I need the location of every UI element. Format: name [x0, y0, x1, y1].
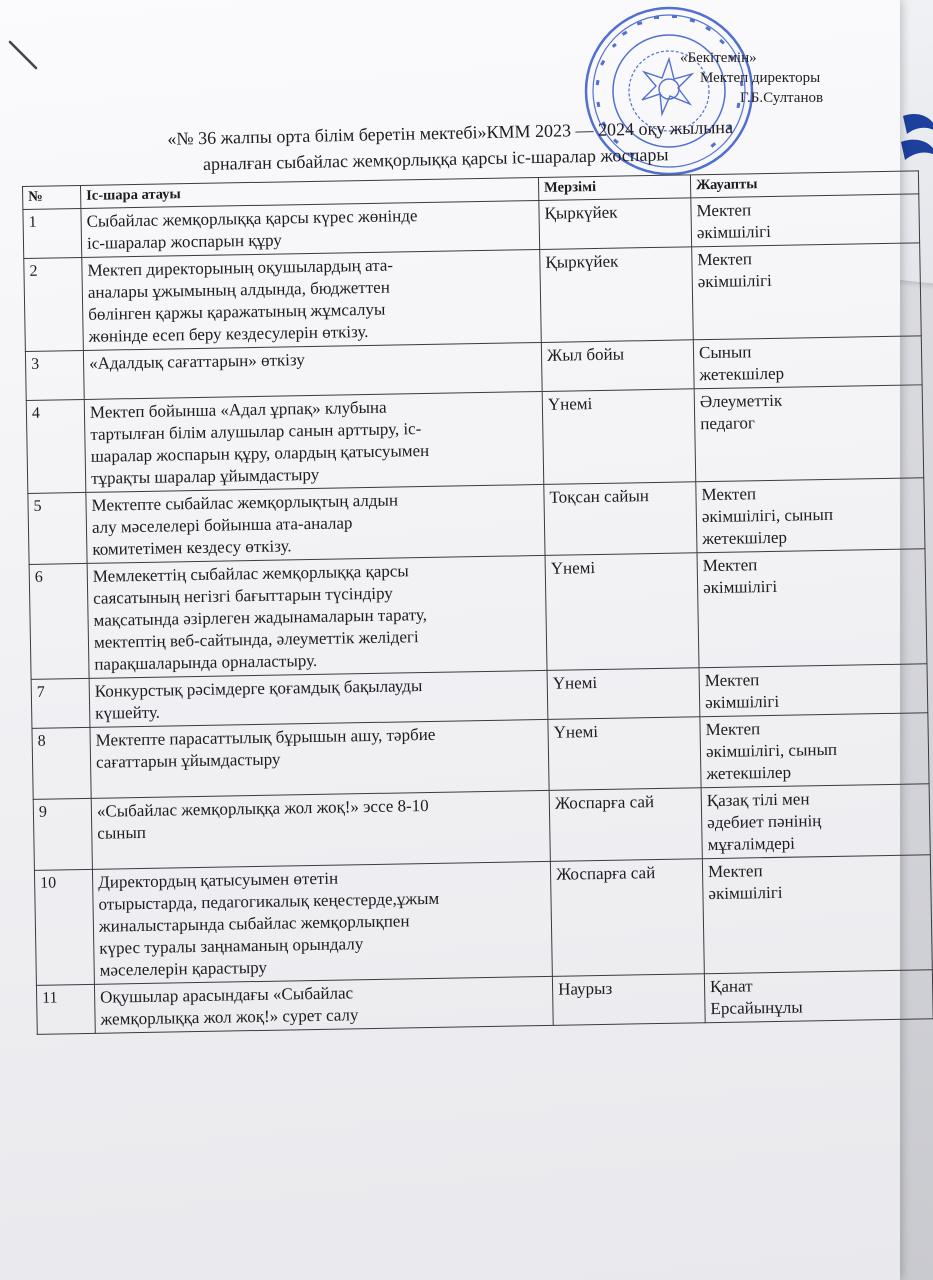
event-name-line: мектептің веб-сайтында, әлеуметтік желідегі: [93, 627, 419, 652]
responsible-cell: [696, 478, 925, 553]
event-name-line: жиналыстарында сыбайлас жемқорлықпен: [98, 911, 410, 936]
responsible-cell: [699, 664, 928, 717]
responsible-cell: [697, 549, 927, 668]
row-number: 1: [23, 208, 82, 258]
pen-stroke-mark: [6, 38, 40, 72]
event-name-line: Сыбайлас жемқорлыққа қарсы күрес жөнінде: [86, 206, 418, 231]
responsible-cell: [702, 855, 932, 974]
event-name-line: «Сыбайлас жемқорлыққа жол жоқ!» эссе 8-10: [96, 795, 429, 821]
event-name-line: сағаттарын ұйымдастыру: [95, 749, 281, 772]
header-responsible: Жауапты: [690, 171, 918, 198]
event-name-line: Мектепте сыбайлас жемқорлықтың алдын: [91, 490, 399, 515]
row-number: 7: [31, 678, 90, 728]
action-plan-table: [22, 170, 933, 1035]
term-cell: Қыркүйек: [540, 247, 694, 343]
event-name-line: «Адалдық сағаттарын» өткізу: [88, 350, 305, 373]
event-name-cell: [89, 670, 548, 727]
responsible-cell: [704, 970, 933, 1023]
term-cell: Қыркүйек: [539, 198, 692, 250]
event-name-line: Директордың қатысуымен өтетін: [97, 868, 339, 892]
responsible-line: Ерсайынұлы: [710, 997, 803, 1019]
responsible-line: әкімшілігі: [697, 270, 772, 292]
row-number: 9: [33, 798, 92, 870]
responsible-cell: [701, 784, 930, 859]
responsible-line: жетекшілер: [706, 762, 792, 784]
term-cell: Үнемі: [545, 553, 699, 671]
responsible-cell: [700, 713, 929, 788]
event-name-line: күшейту.: [95, 702, 161, 723]
term-cell: Жыл бойы: [541, 340, 694, 392]
event-name-line: жөнінде есеп беру кездесулерін өткізу.: [88, 321, 369, 346]
event-name-line: Мектеп директорының оқушылардың ата-: [87, 255, 394, 280]
responsible-cell: [693, 336, 922, 389]
event-name-line: алу мәселелері бойынша ата-аналар: [91, 513, 353, 537]
event-name-cell: [82, 249, 542, 350]
event-name-line: жемқорлыққа жол жоқ!» сурет салу: [100, 1005, 359, 1029]
row-number: 10: [34, 869, 94, 985]
term-cell: Үнемі: [548, 717, 701, 791]
responsible-cell: [694, 385, 924, 482]
plan-table-wrapper: [22, 170, 933, 1035]
event-name-cell: [81, 200, 540, 257]
term-cell: Үнемі: [547, 668, 700, 720]
event-name-line: отырыстарда, педагогикалық кеңестерде,ұжым: [98, 888, 440, 914]
event-name-line: парақшаларында орналастыру.: [94, 650, 318, 674]
responsible-line: жетекшілер: [699, 363, 785, 385]
event-name-line: тартылған білім алушылар санын арттыру, іс-: [90, 419, 422, 444]
event-name-line: Мектеп бойынша «Адал ұрпақ» клубына: [89, 397, 387, 422]
responsible-line: педагог: [700, 413, 756, 434]
event-name-cell: [90, 719, 549, 798]
approval-signatory: Г.Б.Султанов: [740, 90, 824, 106]
event-name-line: Оқушылар арасындағы «Сыбайлас: [100, 983, 354, 1007]
header-event-name: Іс-шара атауы: [80, 177, 538, 208]
event-name-line: күрес туралы заңнаманың орындалу: [99, 934, 364, 958]
responsible-line: Қанат: [709, 976, 753, 997]
responsible-line: Мектеп: [707, 861, 763, 882]
event-name-line: Конкурстық рәсімдерге қоғамдық бақылауды: [94, 676, 423, 701]
responsible-line: әкімшілігі: [704, 691, 780, 713]
responsible-line: Қазақ тілі мен: [706, 789, 810, 811]
responsible-line: Сынып: [698, 342, 752, 363]
event-name-cell: [91, 790, 550, 869]
event-name-line: тұрақты шаралар ұйымдастыру: [90, 464, 320, 488]
responsible-line: Әлеуметтік: [699, 390, 783, 412]
header-term: Мерзімі: [538, 175, 690, 201]
title-line-2: арналған сыбайлас жемқорлыққа қарсы іс-шаралар жоспары: [202, 144, 669, 175]
table-row: [24, 243, 921, 352]
responsible-line: Мектеп: [704, 670, 760, 691]
row-number: 2: [24, 257, 84, 351]
row-number: 11: [36, 984, 95, 1034]
event-name-line: сынып: [97, 822, 147, 843]
approval-position: Мектеп директоры: [700, 70, 821, 86]
event-name-line: Мектепте парасаттылық бұрышын ашу, тәрбие: [95, 724, 436, 750]
approval-block: [680, 48, 823, 108]
title-line-1: «№ 36 жалпы орта білім беретін мектебі»КММ 2023 — 2024 оқу жылына: [167, 116, 734, 149]
event-name-line: мақсатында әзірлеген жадынамаларын тарату,: [93, 605, 428, 630]
responsible-line: әдебиет пәнінің: [707, 811, 822, 833]
row-number: 4: [26, 399, 86, 493]
responsible-cell: [692, 243, 922, 340]
table-body: [23, 194, 933, 1035]
event-name-line: комитетімен кездесу өткізу.: [92, 536, 292, 559]
responsible-line: мұғалімдері: [707, 833, 796, 855]
responsible-line: әкімшілігі: [702, 576, 778, 598]
event-name-cell: [84, 391, 544, 492]
event-name-line: аналары ұжымының алдында, бюджеттен: [87, 277, 390, 302]
blue-printed-mark: [899, 108, 933, 166]
responsible-line: Мектеп: [697, 249, 753, 270]
term-cell: Үнемі: [542, 389, 696, 485]
responsible-line: әкімшілігі, сынып: [705, 739, 838, 762]
responsible-cell: [691, 194, 920, 247]
event-name-line: мәселелерін қарастыру: [99, 957, 268, 980]
responsible-line: жетекшілер: [702, 527, 788, 549]
responsible-line: Мектеп: [696, 200, 752, 221]
term-cell: Жоспарға сай: [549, 788, 702, 862]
responsible-line: әкімшілігі: [696, 221, 772, 243]
event-name-line: іс-шаралар жоспарын құру: [86, 230, 282, 253]
event-name-cell: [87, 555, 547, 678]
event-name-cell: [92, 861, 552, 984]
responsible-line: Мектеп: [701, 484, 757, 505]
row-number: 6: [29, 563, 89, 679]
responsible-line: әкімшілігі: [708, 882, 783, 904]
responsible-line: Мектеп: [705, 719, 761, 740]
responsible-line: әкімшілігі, сынып: [701, 504, 834, 527]
table-row: [29, 549, 927, 680]
event-name-line: Мемлекеттің сыбайлас жемқорлыққа қарсы: [92, 561, 409, 586]
row-number: 5: [28, 492, 87, 564]
row-number: 8: [32, 727, 91, 799]
event-name-cell: [86, 484, 545, 563]
row-number: 3: [25, 350, 84, 400]
term-cell: Наурыз: [552, 974, 705, 1026]
responsible-line: Мектеп: [702, 555, 758, 576]
term-cell: Жоспарға сай: [550, 859, 704, 977]
event-name-cell: [83, 342, 542, 399]
term-cell: Тоқсан сайын: [544, 482, 697, 556]
table-row: [26, 385, 923, 494]
event-name-line: саясатының негізгі бағыттарын түсіндіру: [93, 583, 393, 608]
table-row: [34, 855, 932, 986]
event-name-cell: [94, 976, 553, 1033]
event-name-line: бөлінген қаржы қаражатының жұмсалуы: [88, 299, 386, 324]
approval-heading: «Бекітемін»: [680, 50, 757, 66]
header-number: №: [23, 185, 81, 209]
event-name-line: шаралар жоспарын құру, олардың қатысуымен: [90, 440, 430, 466]
